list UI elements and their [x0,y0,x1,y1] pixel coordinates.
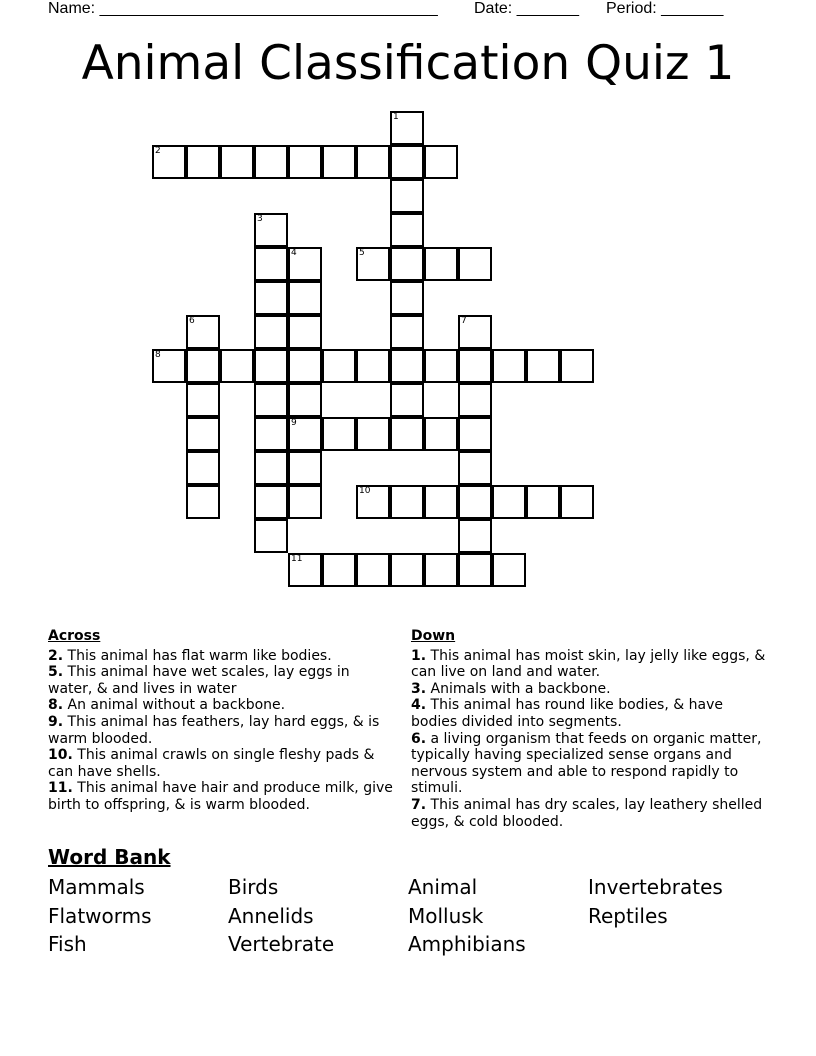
word-bank-item: Fish [48,932,87,956]
clue-number: 11. [48,780,73,797]
clue-number: 4. [411,697,427,714]
clue-down-6 [411,731,771,797]
word-bank-item: Animal [408,875,478,899]
crossword-cell[interactable] [424,485,458,519]
crossword-cell[interactable] [492,553,526,587]
crossword-cell[interactable] [356,485,390,519]
clue-text: An animal without a backbone. [67,697,286,714]
word-bank-item: Birds [228,875,279,899]
crossword-cell[interactable] [186,485,220,519]
name-field-label: Name: ______________________________________ [48,0,438,17]
crossword-cell[interactable] [288,553,322,587]
crossword-cell[interactable] [390,349,424,383]
page-title: Animal Classification Quiz 1 [81,36,735,91]
crossword-cell[interactable] [390,111,424,145]
crossword-cell[interactable] [424,417,458,451]
cell-number: 7 [461,316,467,326]
crossword-cell[interactable] [458,485,492,519]
cell-number: 6 [189,316,195,326]
clue-text: This animal have wet scales, lay eggs in water, & and lives in water [48,664,350,697]
clue-text: This animal has round like bodies, & have bodies divided into segments. [411,697,723,730]
crossword-cell[interactable] [390,179,424,213]
word-bank-item: Invertebrates [588,875,723,899]
clue-down-4 [411,697,771,730]
crossword-cell[interactable] [390,383,424,417]
crossword-cell[interactable] [322,553,356,587]
word-bank-item: Amphibians [408,932,526,956]
crossword-cell[interactable] [254,315,288,349]
word-bank-item: Flatworms [48,904,152,928]
crossword-cell[interactable] [186,417,220,451]
crossword-cell[interactable] [254,485,288,519]
word-bank-item: Vertebrate [228,932,335,956]
crossword-cell[interactable] [254,213,288,247]
crossword-cell[interactable] [186,451,220,485]
cell-number: 1 [393,112,399,122]
crossword-cell[interactable] [254,519,288,553]
crossword-cell[interactable] [458,451,492,485]
clue-text: This animal has moist skin, lay jelly like eggs, & can live on land and water. [411,647,766,681]
down-clues [411,628,771,830]
cell-number: 3 [257,214,263,224]
crossword-cell[interactable] [186,383,220,417]
clue-number: 3. [411,680,427,697]
crossword-cell[interactable] [254,145,288,179]
crossword-cell[interactable] [458,247,492,281]
crossword-cell[interactable] [186,315,220,349]
crossword-cell[interactable] [254,417,288,451]
word-bank-item: Annelids [228,904,314,928]
clue-text: This animal has flat warm like bodies. [67,647,332,664]
clue-across-11 [48,780,393,813]
clue-number: 7. [411,796,427,813]
crossword-cell[interactable] [458,519,492,553]
crossword-cell[interactable] [560,485,594,519]
clue-text: This animal have hair and produce milk, give birth to offspring, & is warm blooded. [48,780,393,813]
crossword-cell[interactable] [254,349,288,383]
crossword-cell[interactable] [254,247,288,281]
crossword-cell[interactable] [424,349,458,383]
crossword-cell[interactable] [526,349,560,383]
cell-number: 8 [155,350,161,360]
crossword-cell[interactable] [288,417,322,451]
cell-number: 2 [155,146,161,156]
crossword-cell[interactable] [390,417,424,451]
crossword-cell[interactable] [288,383,322,417]
crossword-cell[interactable] [560,349,594,383]
crossword-cell[interactable] [390,213,424,247]
clue-down-7 [411,797,771,830]
crossword-cell[interactable] [322,417,356,451]
crossword-cell[interactable] [288,485,322,519]
clue-down-1 [411,648,771,681]
crossword-cell[interactable] [492,349,526,383]
period-field-label: Period: _______ [606,0,724,17]
clue-number: 6. [411,730,427,747]
cell-number: 9 [291,418,297,428]
crossword-cell[interactable] [288,315,322,349]
crossword-cell[interactable] [458,553,492,587]
crossword-cell[interactable] [288,451,322,485]
crossword-cell[interactable] [220,349,254,383]
crossword-cell[interactable] [288,349,322,383]
crossword-cell[interactable] [322,349,356,383]
crossword-cell[interactable] [322,145,356,179]
clue-across-10 [48,747,393,780]
down-heading: Down [411,628,456,644]
clue-text: a living organism that feeds on organic matter, typically having specialized sense organs and nervous system and able to respond rapidly to stimuli. [411,730,762,797]
crossword-cell[interactable] [356,553,390,587]
clue-across-2 [48,648,393,665]
clue-text: This animal crawls on single fleshy pads & can have shells. [48,747,375,780]
crossword-cell[interactable] [424,553,458,587]
clue-text: Animals with a backbone. [430,680,611,697]
crossword-cell[interactable] [356,145,390,179]
crossword-cell[interactable] [424,145,458,179]
crossword-cell[interactable] [492,485,526,519]
crossword-cell[interactable] [288,247,322,281]
clue-across-5 [48,664,393,697]
clue-number: 5. [48,664,64,681]
crossword-cell[interactable] [152,145,186,179]
word-bank-item: Mollusk [408,904,484,928]
clue-across-9 [48,714,393,747]
word-bank-item: Mammals [48,875,145,899]
crossword-cell[interactable] [390,247,424,281]
crossword-cell[interactable] [458,383,492,417]
crossword-cell[interactable] [390,315,424,349]
clue-across-8 [48,697,393,714]
clue-number: 9. [48,713,64,730]
cell-number: 10 [359,486,371,496]
crossword-cell[interactable] [288,145,322,179]
crossword-cell[interactable] [152,349,186,383]
crossword-cell[interactable] [288,281,322,315]
across-clues [48,628,393,814]
clue-number: 2. [48,647,64,664]
cell-number: 5 [359,248,365,258]
crossword-cell[interactable] [458,315,492,349]
clue-number: 8. [48,697,64,714]
crossword-cell[interactable] [424,247,458,281]
clue-text: This animal has dry scales, lay leathery shelled eggs, & cold blooded. [411,796,763,830]
clue-down-3 [411,681,771,698]
crossword-cell[interactable] [526,485,560,519]
crossword-cell[interactable] [254,281,288,315]
word-bank-title: Word Bank [48,845,171,869]
date-field-label: Date: _______ [474,0,579,17]
cell-number: 4 [291,248,297,258]
crossword-cell[interactable] [254,451,288,485]
across-heading: Across [48,628,101,644]
crossword-cell[interactable] [356,247,390,281]
crossword-cell[interactable] [458,417,492,451]
clue-number: 10. [48,747,73,764]
crossword-cell[interactable] [356,349,390,383]
crossword-cell[interactable] [458,349,492,383]
crossword-cell[interactable] [390,553,424,587]
crossword-cell[interactable] [220,145,254,179]
crossword-cell[interactable] [186,145,220,179]
crossword-cell[interactable] [390,145,424,179]
word-bank-item: Reptiles [588,904,668,928]
clue-number: 1. [411,647,427,664]
crossword-cell[interactable] [186,349,220,383]
crossword-cell[interactable] [390,281,424,315]
crossword-cell[interactable] [356,417,390,451]
crossword-cell[interactable] [390,485,424,519]
clue-text: This animal has feathers, lay hard eggs, & is warm blooded. [48,713,380,747]
crossword-cell[interactable] [254,383,288,417]
cell-number: 11 [291,554,303,564]
